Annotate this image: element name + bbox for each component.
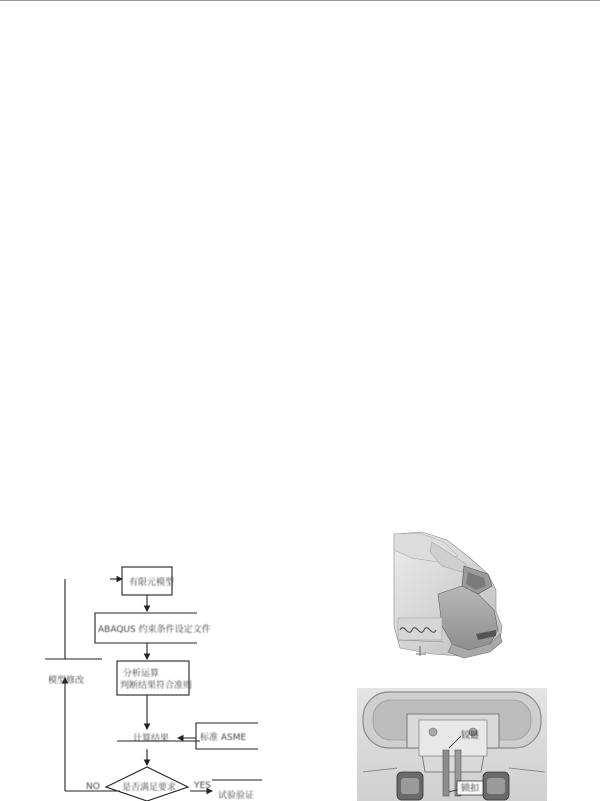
latch-detail-render [357,688,547,801]
node-standard: 标准 ASME [200,733,247,743]
node-modify: 模型修改 [48,676,85,686]
callout-top: 铰链 [461,731,480,741]
header-rule [0,0,600,1]
node-analysis-line1: 分析运算 [123,669,160,679]
node-calc: 计算结果 [133,734,170,744]
node-analysis-line2: 判断结果符合准则 [120,681,193,691]
car-rear-render [392,530,507,665]
node-end: 试验验证 [218,791,255,801]
branch-yes-label: YES [194,781,211,791]
flowchart-labels [48,576,254,801]
node-start: 有限元模型 [129,578,175,588]
branch-no-label: NO [86,782,100,792]
callout-bottom: 锁扣 [461,784,480,794]
node-decision: 是否满足要求 [122,783,177,793]
node-abaqus: ABAQUS 约束条件设定文件 [98,625,211,635]
flowchart-diagram [40,555,265,801]
